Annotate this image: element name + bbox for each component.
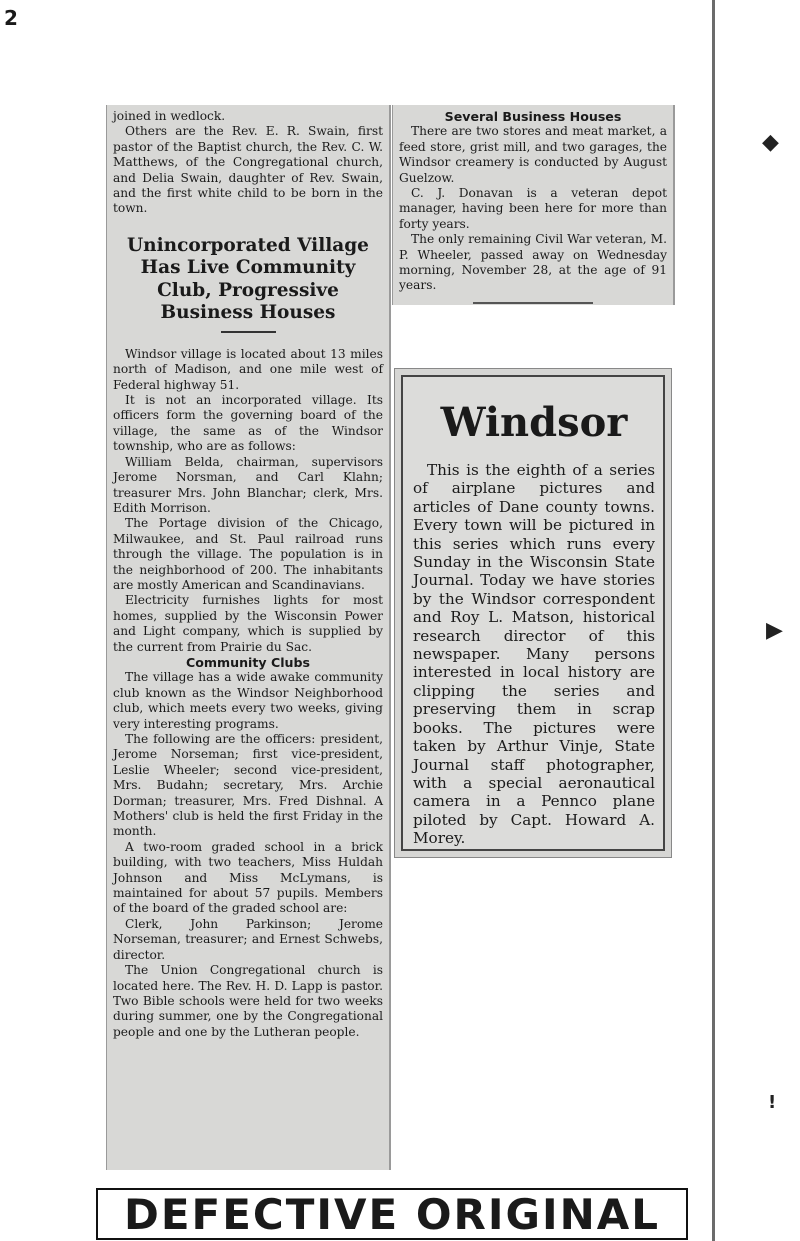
scan-edge-divider [712,0,715,1241]
paragraph: There are two stores and meat market, a feed store, grist mill, and two garages, the Windsor creamery is conducted by August Guelzow. [399,124,667,185]
paragraph: Electricity furnishes lights for most homes, supplied by the Wisconsin Power and Light company, which is supplied by the current from Prairie du Sac. [113,593,383,654]
paragraph: It is not an incorporated village. Its officers form the governing board of the village, the same as of the Windsor township, who are as follows: [113,393,383,454]
business-houses-body [399,124,667,293]
windsor-series-box [394,368,672,858]
paragraph: The Union Congregational church is located here. The Rev. H. D. Lapp is pastor. Two Bible schools were held for two weeks during summer, one by the Congregational people and one by the Lutheran people. [113,963,383,1039]
paragraph: The following are the officers: president, Jerome Norseman; first vice-president, Leslie Wheeler; second vice-president, Mrs. Budahn; secretary, Mrs. Archie Dorman; treasurer, Mrs. Fred Dishnal. A Mothers' club is held the first Friday in the month. [113,732,383,839]
end-rule [473,302,593,304]
paragraph: The Portage division of the Chicago, Milwaukee, and St. Paul railroad runs through the village. The population is in the neighborhood of 200. The inhabitants are mostly American and Scandinavians. [113,516,383,592]
margin-mark-diamond-icon: ◆ [762,130,779,155]
section-subhead: Several Business Houses [444,109,622,124]
article-body-continued [113,670,383,1040]
defective-original-stamp: DEFECTIVE ORIGINAL [96,1188,688,1240]
paragraph: Windsor village is located about 13 miles north of Madison, and one mile west of Federal highway 51. [113,346,383,392]
windsor-description: This is the eighth of a series of airplane pictures and articles of Dane county towns. Every town will be pictured in this series which runs every Sunday in the Wisconsin State Journal. Today we have stories by the Windsor correspondent and Roy L. Matson, historical research director of this newspaper. Many persons interested in local history are clipping the series and preserving them in scrap books. The pictures were taken by Arthur Vinje, State Journal staff photographer, with a special aeronautical camera in a Pennco plane piloted by Capt. Howard A. Morey. [413,461,655,848]
headline-rule [221,331,276,333]
paragraph: A two-room graded school in a brick building, with two teachers, Miss Huldah Johnson and Miss McLymans, is maintained for about 57 pupils. Members of the board of the graded school are: [113,839,383,916]
page-number: 2 [4,6,18,30]
windsor-title: Windsor [440,399,628,446]
paragraph: William Belda, chairman, supervisors Jerome Norsman, and Carl Klahn; treasurer Mrs. John Blanchar; clerk, Mrs. Edith Morrison. [113,454,383,515]
windsor-box-border [401,375,665,851]
paragraph: C. J. Donavan is a veteran depot manager, having been here for more than forty years. [399,186,667,231]
section-subhead: Community Clubs [185,654,311,670]
paragraph: Others are the Rev. E. R. Swain, first pastor of the Baptist church, the Rev. C. W. Matthews, of the Congregational church, and Delia Swain, daughter of Rev. Swain, and the first white child to be born in the town. [113,124,383,216]
left-article-clipping [106,105,391,1170]
business-houses-clipping [392,105,675,305]
paragraph: Clerk, John Parkinson; Jerome Norseman, treasurer; and Ernest Schwebs, director. [113,916,383,962]
paragraph: The village has a wide awake community club known as the Windsor Neighborhood club, which meets every two weeks, giving very interesting programs. [113,670,383,731]
article-body [113,347,383,655]
top-text-block [113,109,383,217]
paragraph: The only remaining Civil War veteran, M. P. Wheeler, passed away on Wednesday morning, November 28, at the age of 91 years. [399,232,667,293]
margin-mark-arrow-icon: ▶ [766,618,783,643]
paragraph: joined in wedlock. [113,109,226,123]
article-headline: Unincorporated Village Has Live Community Club, Progressive Business Houses [127,234,369,324]
margin-mark-tick: ! [768,1092,777,1113]
